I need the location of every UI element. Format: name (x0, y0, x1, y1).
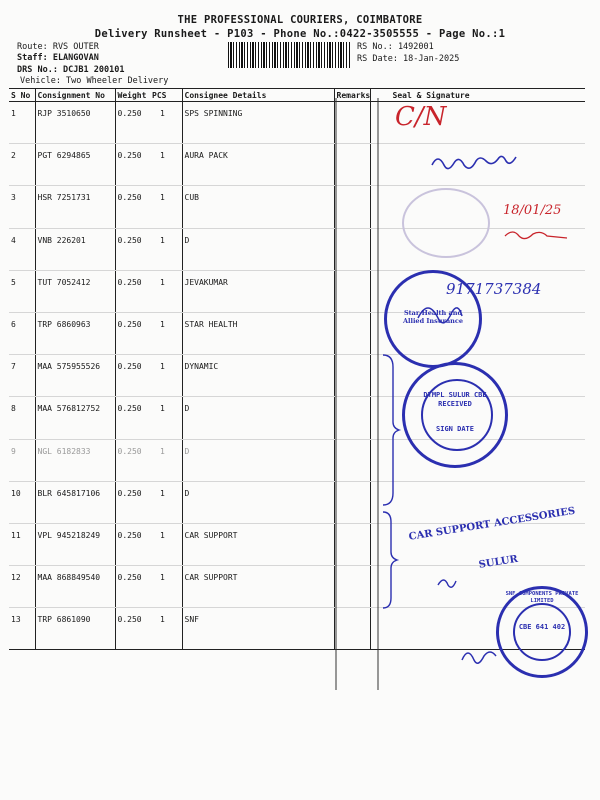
row-sno: 10 (9, 481, 35, 523)
row-weight: 0.250 (115, 270, 150, 312)
row-weight: 0.250 (115, 102, 150, 144)
staff-label: Staff: ELANGOVAN (17, 53, 99, 63)
phone-handwritten: 9171737384 (446, 280, 542, 298)
col-consignee: Consignee Details (182, 89, 334, 102)
row-weight: 0.250 (115, 355, 150, 397)
row-pcs: 1 (150, 439, 182, 481)
row-consignee: D (182, 397, 334, 439)
col-pcs: PCS (150, 89, 182, 102)
row-pcs: 1 (150, 312, 182, 354)
row-pcs: 1 (150, 144, 182, 186)
dtmpl-stamp-text: DTMPL SULUR CBE RECEIVED (423, 391, 487, 408)
row-consignment: MAA 575955526 (35, 355, 115, 397)
row-sno: 6 (9, 312, 35, 354)
row-pcs: 1 (150, 523, 182, 565)
row-consignment: TRP 6860963 (35, 312, 115, 354)
row-weight: 0.250 (115, 481, 150, 523)
signature-row4 (505, 232, 567, 239)
row-weight: 0.250 (115, 228, 150, 270)
car-support-city: SULUR (478, 553, 519, 571)
row-consignment: MAA 868849540 (35, 566, 115, 608)
star-health-stamp (384, 270, 482, 368)
row-weight: 0.250 (115, 608, 150, 650)
snf-stamp-text: SNF COMPONENTS PRIVATE LIMITED (505, 591, 579, 604)
row-weight: 0.250 (115, 523, 150, 565)
company-title: THE PROFESSIONAL COURIERS, COIMBATORE (177, 14, 423, 26)
col-sno: S No (9, 89, 35, 102)
row-sno: 13 (9, 608, 35, 650)
dtmpl-stamp (402, 362, 508, 468)
row-consignment: PGT 6294865 (35, 144, 115, 186)
col-remarks: Remarks (334, 89, 370, 102)
col-seal: Seal & Signature (370, 89, 585, 102)
row-consignee: CAR SUPPORT (182, 566, 334, 608)
row-sno: 8 (9, 397, 35, 439)
route-label: Route: RVS OUTER (17, 42, 99, 52)
row-pcs: 1 (150, 566, 182, 608)
snf-stamp-center: CBE 641 402 (518, 623, 566, 631)
row-consignee: SNF (182, 608, 334, 650)
row-sno: 3 (9, 186, 35, 228)
signature-row12 (438, 580, 456, 587)
row-sno: 5 (9, 270, 35, 312)
cn-mark: C/N (395, 102, 447, 132)
row-pcs: 1 (150, 186, 182, 228)
row-pcs: 1 (150, 270, 182, 312)
snf-stamp (496, 586, 588, 678)
row-pcs: 1 (150, 397, 182, 439)
row-pcs: 1 (150, 481, 182, 523)
star-health-stamp-text: Star Health and Allied Insurance (402, 309, 463, 325)
row-sno: 7 (9, 355, 35, 397)
car-support-stamp: CAR SUPPORT ACCESSORIES (408, 505, 576, 543)
brace-rows-7-10 (383, 355, 399, 505)
col-consignment: Consignment No (35, 89, 115, 102)
vehicle-label: Vehicle: Two Wheeler Delivery (20, 76, 169, 86)
brace-rows-11-12 (383, 512, 397, 608)
row-weight: 0.250 (115, 397, 150, 439)
row-sno: 9 (9, 439, 35, 481)
row-pcs: 1 (150, 355, 182, 397)
runsheet-subtitle: Delivery Runsheet - P103 - Phone No.:0422-3505555 - Page No.:1 (94, 28, 506, 40)
row-pcs: 1 (150, 102, 182, 144)
row-consignment: RJP 3510650 (35, 102, 115, 144)
rs-number: RS No.: 1492001 (357, 42, 434, 52)
snf-inner-ring (513, 603, 571, 661)
row-sno: 1 (9, 102, 35, 144)
dtmpl-stamp-sub: SIGN DATE (436, 425, 474, 433)
row-pcs: 1 (150, 608, 182, 650)
row-weight: 0.250 (115, 312, 150, 354)
row-consignment: HSR 7251731 (35, 186, 115, 228)
row-consignment: TUT 7052412 (35, 270, 115, 312)
row-consignment: VPL 945218249 (35, 523, 115, 565)
signature-row2 (432, 156, 516, 168)
row-consignment: MAA 576812752 (35, 397, 115, 439)
row-consignment: TRP 6861090 (35, 608, 115, 650)
row-consignment: NGL 6182833 (35, 439, 115, 481)
row-sno: 11 (9, 523, 35, 565)
row-sno: 12 (9, 566, 35, 608)
row-consignment: VNB 226201 (35, 228, 115, 270)
row-consignment: BLR 645817106 (35, 481, 115, 523)
row-consignee: D (182, 439, 334, 481)
row-sno: 2 (9, 144, 35, 186)
row-weight: 0.250 (115, 566, 150, 608)
row-pcs: 1 (150, 228, 182, 270)
row-weight: 0.250 (115, 439, 150, 481)
row-weight: 0.250 (115, 186, 150, 228)
faint-stamp (402, 188, 490, 258)
row-consignee: D (182, 228, 334, 270)
row-consignee: CUB (182, 186, 334, 228)
row-consignee: SPS SPINNING (182, 102, 334, 144)
date-handwritten: 18/01/25 (503, 203, 562, 218)
row-consignee: JEVAKUMAR (182, 270, 334, 312)
row-sno: 4 (9, 228, 35, 270)
row-weight: 0.250 (115, 144, 150, 186)
col-weight: Weight (115, 89, 150, 102)
row-consignee: AURA PACK (182, 144, 334, 186)
rs-date: RS Date: 18-Jan-2025 (357, 54, 460, 64)
signature-row13 (462, 652, 496, 663)
row-consignee: CAR SUPPORT (182, 523, 334, 565)
row-consignee: D (182, 481, 334, 523)
drs-number: DRS No.: DCJB1 200101 (17, 65, 125, 75)
dtmpl-inner-ring (421, 379, 493, 451)
row-consignee: STAR HEALTH (182, 312, 334, 354)
row-consignee: DYNAMIC (182, 355, 334, 397)
